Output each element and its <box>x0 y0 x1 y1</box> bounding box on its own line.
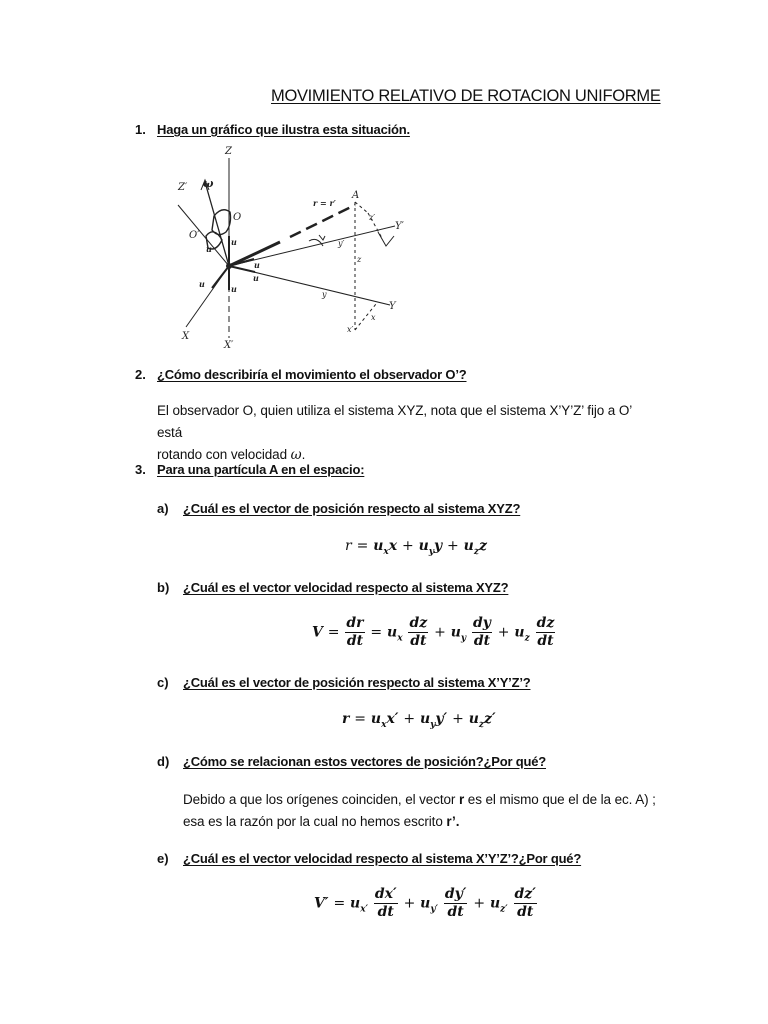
q2-answer-text: rotando con velocidad <box>157 447 291 462</box>
eq-a-uz: u <box>463 538 474 554</box>
unit-vector-uy <box>229 266 255 272</box>
label-r: r = r′ <box>313 198 336 208</box>
eq-b-dy: dy <box>472 615 491 631</box>
eq-c-x: x′ <box>386 711 399 727</box>
label-uy: u <box>253 273 259 283</box>
eq-c-uz: u <box>468 711 479 727</box>
eq-e-uy-sub: y′ <box>430 904 438 915</box>
eq-b-uy: u <box>450 624 461 641</box>
eq-a-ux: u <box>373 538 384 554</box>
eq-a-y: y <box>434 538 443 554</box>
eq-a-equals: = <box>356 538 369 554</box>
label-X: X <box>182 331 190 342</box>
omega-symbol: ω <box>290 447 302 463</box>
eq-e-V: V′ <box>314 895 329 912</box>
eq-b-frac-dz-dt-2 <box>536 615 556 650</box>
q3d-answer-r: r <box>458 792 465 807</box>
eq-a-plus1: + <box>401 538 414 554</box>
eq-c-y: y′ <box>435 711 448 727</box>
eq-e-uz: u <box>489 895 501 912</box>
eq-b-equals1: = <box>327 624 340 641</box>
eq-b-frac-dy-dt <box>472 615 492 650</box>
label-uz: u <box>231 237 237 247</box>
projection-zp <box>355 202 368 213</box>
q2-answer-line1: El observador O, quien utiliza el sistema XYZ, nota que el sistema X’Y’Z’ fijo a O’ está <box>157 403 632 440</box>
q2-answer <box>157 400 657 466</box>
equation-c <box>342 711 496 730</box>
label-x: x <box>371 313 376 322</box>
q1-number: 1. <box>135 122 146 137</box>
label-A: A <box>352 190 360 201</box>
label-yp: y′ <box>338 239 345 248</box>
eq-e-plus2: + <box>473 895 486 912</box>
q3d-answer-2a: esa es la razón por la cual no hemos escrito <box>183 814 447 829</box>
q3d-label: d) <box>157 754 170 769</box>
q3d-answer-1a: Debido a que los orígenes coinciden, el vector <box>183 792 459 807</box>
small-frame-sketch <box>378 232 394 246</box>
equation-b <box>312 615 556 650</box>
eq-e-dy: dy′ <box>444 886 467 902</box>
q3-heading: Para una partícula A en el espacio: <box>157 462 365 477</box>
eq-c-plus1: + <box>403 711 416 727</box>
observer-figure <box>212 210 231 235</box>
q3b-label: b) <box>157 580 170 595</box>
q2-number: 2. <box>135 367 146 382</box>
position-vector-r-dashed <box>290 205 355 237</box>
rotating-frames-figure <box>160 140 420 350</box>
eq-e-dx: dx′ <box>374 886 397 902</box>
eq-b-V: V <box>312 624 323 641</box>
eq-e-ux-sub: x′ <box>360 904 368 915</box>
eq-b-dr: dr <box>346 615 364 631</box>
eq-b-dz1: dz <box>409 615 428 631</box>
eq-b-ux-sub: x <box>397 633 403 644</box>
label-zp: z′ <box>369 213 376 222</box>
q3a-label: a) <box>157 501 169 516</box>
label-Op: O′ <box>189 230 200 241</box>
eq-e-dz: dz′ <box>514 886 536 902</box>
q3a-heading: ¿Cuál es el vector de posición respecto al sistema XYZ? <box>183 501 521 516</box>
eq-e-equals: = <box>333 895 346 912</box>
label-uxp: u <box>206 244 212 254</box>
eq-b-ux: u <box>387 624 398 641</box>
eq-b-frac-dz-dt-1 <box>408 615 428 650</box>
eq-a-uy-sub: y <box>428 546 435 557</box>
eq-a-r: r <box>345 538 352 554</box>
eq-a-x: x <box>388 538 398 554</box>
eq-c-uy-sub: y <box>430 719 436 730</box>
q3d-answer-line2 <box>183 811 663 833</box>
q3c-heading: ¿Cuál es el vector de posición respecto al sistema X’Y’Z’? <box>183 675 531 690</box>
label-uyp: u <box>254 260 260 270</box>
label-Yp: Y′ <box>395 221 404 232</box>
label-Zp: Z′ <box>178 182 188 193</box>
label-omega: ω <box>203 177 214 190</box>
eq-e-dt3: dt <box>517 904 534 920</box>
eq-a-ux-sub: x <box>383 546 389 557</box>
eq-e-ux: u <box>350 895 361 912</box>
eq-c-uz-sub: z <box>478 719 485 730</box>
label-Y: Y <box>389 301 396 312</box>
eq-c-z: z′ <box>484 711 496 727</box>
label-y: y <box>322 290 327 299</box>
origin-point <box>227 264 232 269</box>
eq-b-uz: u <box>514 624 525 641</box>
eq-b-equals2: = <box>370 624 383 641</box>
eq-e-frac-dy-dt <box>444 886 468 921</box>
q2-heading: ¿Cómo describiría el movimiento el observador O’? <box>157 367 467 382</box>
eq-b-dt2: dt <box>473 633 491 649</box>
q3b-heading: ¿Cuál es el vector velocidad respecto al sistema XYZ? <box>183 580 509 595</box>
eq-e-plus1: + <box>403 895 416 912</box>
eq-e-uz-sub: z′ <box>500 904 508 915</box>
eq-b-plus2: + <box>497 624 510 641</box>
eq-e-dt1: dt <box>377 904 394 920</box>
eq-b-dt3: dt <box>537 633 554 649</box>
q3e-heading: ¿Cuál es el vector velocidad respecto al sistema X’Y’Z’?¿Por qué? <box>183 851 582 866</box>
q2-answer-period: . <box>301 447 306 462</box>
eq-b-uy-sub: y <box>460 633 467 644</box>
q3d-answer-line1 <box>183 789 663 811</box>
eq-e-uy: u <box>420 895 431 912</box>
label-uzp: u <box>231 284 237 294</box>
label-z: z <box>357 255 362 264</box>
eq-e-dt2: dt <box>447 904 464 920</box>
eq-a-z: z <box>478 538 487 554</box>
eq-c-r: r <box>342 711 350 727</box>
eq-b-frac-dr-dt <box>345 615 364 650</box>
eq-c-uy: u <box>419 711 431 727</box>
q3c-label: c) <box>157 675 169 690</box>
q1-heading: Haga un gráfico que ilustra esta situación. <box>157 122 410 137</box>
eq-c-ux: u <box>370 711 382 727</box>
q3-number: 3. <box>135 462 146 477</box>
eq-e-frac-dz-dt <box>514 886 537 921</box>
q3d-answer-1b: es el mismo que el de la ec. A) ; <box>464 792 656 807</box>
q3e-label: e) <box>157 851 169 866</box>
eq-c-ux-sub: x <box>381 719 387 730</box>
eq-c-equals: = <box>354 711 366 727</box>
eq-b-dt1: dt <box>410 633 427 649</box>
unit-vector-ux <box>212 266 229 288</box>
q3d-answer-rp: r’. <box>446 814 460 829</box>
eq-e-frac-dx-dt <box>374 886 398 921</box>
eq-b-dz2: dz <box>536 615 555 631</box>
eq-b-dt: dt <box>346 633 364 649</box>
z-prime-axis <box>178 205 229 266</box>
eq-a-uy: u <box>418 538 429 554</box>
label-ux: u <box>199 279 205 289</box>
q3d-heading: ¿Cómo se relacionan estos vectores de posición?¿Por qué? <box>183 754 547 769</box>
equation-a <box>345 538 487 557</box>
label-Xp: X′ <box>224 340 234 350</box>
eq-a-uz-sub: z <box>473 546 479 557</box>
rotation-arc-head <box>319 235 325 240</box>
q3d-answer <box>183 789 663 833</box>
equation-e <box>314 886 538 921</box>
label-Z: Z <box>225 146 232 157</box>
eq-c-plus2: + <box>452 711 464 727</box>
eq-a-plus2: + <box>447 538 459 554</box>
label-O: O <box>233 212 242 223</box>
label-xp: x′ <box>347 325 354 334</box>
eq-b-plus1: + <box>434 624 446 641</box>
page-title: MOVIMIENTO RELATIVO DE ROTACION UNIFORME <box>271 87 661 105</box>
eq-b-uz-sub: z <box>524 633 530 644</box>
